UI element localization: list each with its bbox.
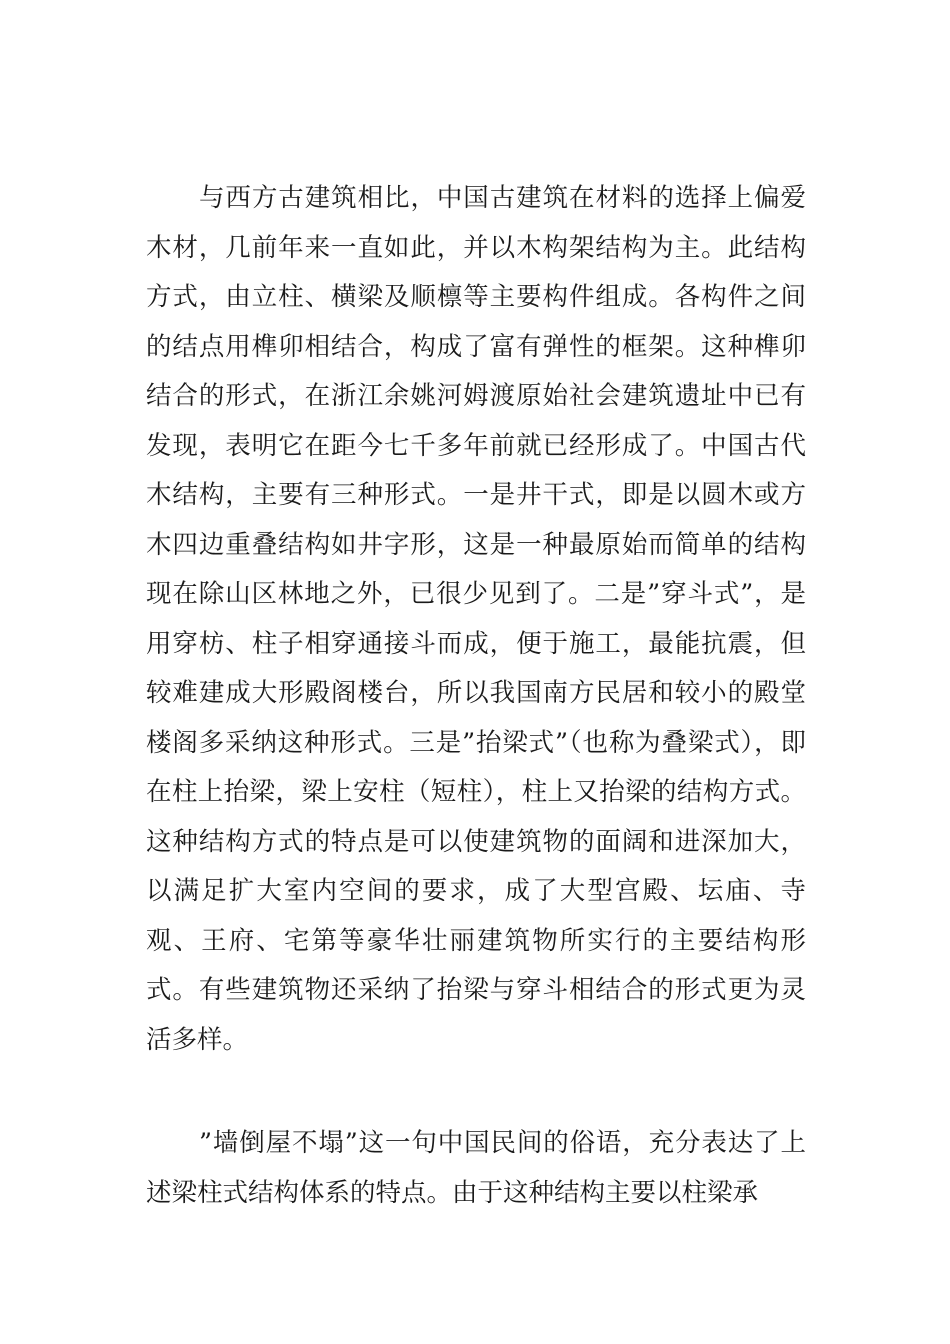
body-paragraph: ”墙倒屋不塌”这一句中国民间的俗语，充分表达了上述梁柱式结构体系的特点。由于这种结构主要以柱梁承 (146, 1128, 806, 1208)
body-paragraph: 与西方古建筑相比，中国古建筑在材料的选择上偏爱木材，几前年来一直如此，并以木构架结构为主。此结构方式，由立柱、横梁及顺檩等主要构件组成。各构件之间的结点用榫卯相结合，构成了富有弹性的框架。这种榫卯结合的形式，在浙江余姚河姆渡原始社会建筑遗址中已有发现，表明它在距今七千多年前就已经形成了。中国古代木结构，主要有三种形式。一是井干式，即是以圆木或方木四边重叠结构如井字形，这是一种最原始而简单的结构现在除山区林地之外，已很少见到了。二是”穿斗式”，是用穿枋、柱子相穿通接斗而成，便于施工，最能抗震，但较难建成大形殿阁楼台，所以我国南方民居和较小的殿堂楼阁多采纳这种形式。三是”抬梁式”（也称为叠梁式），即在柱上抬梁，梁上安柱（短柱），柱上又抬梁的结构方式。这种结构方式的特点是可以使建筑物的面阔和进深加大，以满足扩大室内空间的要求，成了大型宫殿、坛庙、寺观、王府、宅第等豪华壮丽建筑物所实行的主要结构形式。有些建筑物还采纳了抬梁与穿斗相结合的形式更为灵活多样。 (146, 183, 806, 1055)
